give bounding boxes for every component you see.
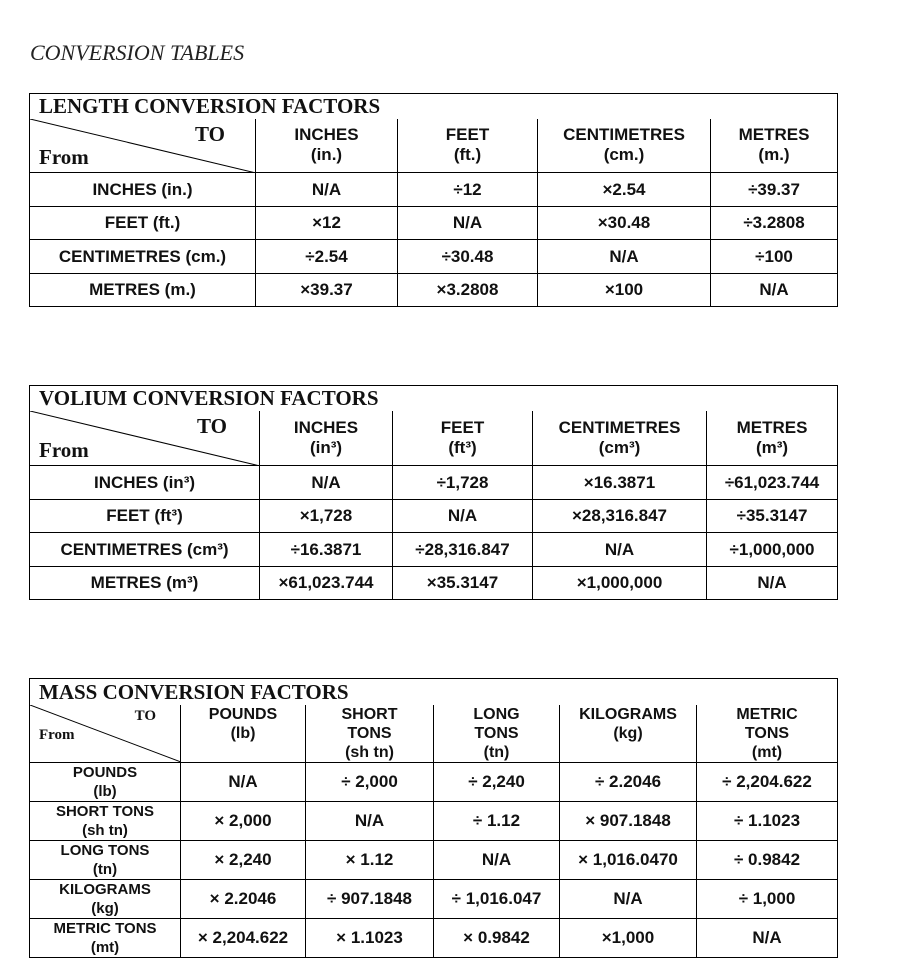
row-header: FEET (ft.) [30, 207, 256, 240]
table-cell: N/A [711, 274, 838, 307]
table-cell: × 907.1848 [560, 801, 697, 840]
table-cell: × 1,016.0470 [560, 840, 697, 879]
column-header: INCHES (in.) [256, 119, 398, 173]
table-cell: N/A [560, 879, 697, 918]
table-row [30, 240, 838, 274]
table-cell: N/A [697, 918, 838, 957]
table-cell: × 2,204.622 [181, 918, 306, 957]
column-header: METRES (m.) [711, 119, 838, 173]
table-row [30, 840, 838, 879]
table-cell: ÷2.54 [256, 240, 398, 274]
table-cell: N/A [398, 207, 538, 240]
table-cell: ÷ 1,000 [697, 879, 838, 918]
table-cell: ÷16.3871 [260, 533, 393, 567]
table-cell: ÷ 1,016.047 [434, 879, 560, 918]
row-header: METRIC TONS (mt) [30, 918, 181, 957]
table-cell: ×61,023.744 [260, 567, 393, 600]
table-cell: ×1,000,000 [533, 567, 707, 600]
table-row [30, 466, 838, 500]
table-cell: ÷61,023.744 [707, 466, 838, 500]
table-cell: ÷ 907.1848 [306, 879, 434, 918]
table-row [30, 274, 838, 307]
column-header: LONG TONS (tn) [434, 705, 560, 763]
length-conversion-table [29, 93, 838, 307]
table-row [30, 801, 838, 840]
table-row [30, 879, 838, 918]
table-cell: N/A [533, 533, 707, 567]
table-title: MASS CONVERSION FACTORS [30, 679, 838, 705]
table-cell: N/A [434, 840, 560, 879]
table-cell: × 1.1023 [306, 918, 434, 957]
table-cell: N/A [260, 466, 393, 500]
table-cell: ÷28,316.847 [393, 533, 533, 567]
table-cell: ×1,728 [260, 500, 393, 533]
column-header: METRES (m³) [707, 411, 838, 466]
table-cell: N/A [707, 567, 838, 600]
volume-conversion-table [29, 385, 838, 600]
table-cell: ÷ 2,240 [434, 762, 560, 801]
column-header: SHORT TONS (sh tn) [306, 705, 434, 763]
table-cell: × 2,000 [181, 801, 306, 840]
table-cell: × 0.9842 [434, 918, 560, 957]
table-title: VOLIUM CONVERSION FACTORS [30, 386, 838, 411]
row-header: FEET (ft³) [30, 500, 260, 533]
table-cell: ÷1,000,000 [707, 533, 838, 567]
table-cell: ÷12 [398, 173, 538, 207]
to-label: TO [197, 413, 227, 438]
column-header: FEET (ft.) [398, 119, 538, 173]
table-cell: N/A [256, 173, 398, 207]
mass-conversion-table [29, 678, 838, 958]
table-row [30, 173, 838, 207]
table-cell: ÷ 2.2046 [560, 762, 697, 801]
corner-cell [30, 411, 260, 466]
column-header: INCHES (in³) [260, 411, 393, 466]
from-label: From [39, 726, 75, 743]
table-cell: ÷ 2,204.622 [697, 762, 838, 801]
table-cell: ÷1,728 [393, 466, 533, 500]
table-cell: N/A [538, 240, 711, 274]
table-cell: ×39.37 [256, 274, 398, 307]
row-header: POUNDS (lb) [30, 762, 181, 801]
corner-cell [30, 119, 256, 173]
column-header: METRIC TONS (mt) [697, 705, 838, 763]
table-row [30, 567, 838, 600]
row-header: CENTIMETRES (cm.) [30, 240, 256, 274]
table-cell: N/A [181, 762, 306, 801]
page-title: CONVERSION TABLES [30, 40, 245, 65]
table-row [30, 207, 838, 240]
column-header: CENTIMETRES (cm.) [538, 119, 711, 173]
table-cell: ÷35.3147 [707, 500, 838, 533]
from-label: From [39, 145, 89, 169]
table-cell: ÷ 0.9842 [697, 840, 838, 879]
column-header: FEET (ft³) [393, 411, 533, 466]
row-header: SHORT TONS (sh tn) [30, 801, 181, 840]
table-cell: × 2.2046 [181, 879, 306, 918]
table-row [30, 500, 838, 533]
row-header: LONG TONS (tn) [30, 840, 181, 879]
row-header: INCHES (in³) [30, 466, 260, 500]
table-cell: ÷ 1.12 [434, 801, 560, 840]
table-cell: ÷3.2808 [711, 207, 838, 240]
table-cell: ×100 [538, 274, 711, 307]
table-row [30, 762, 838, 801]
column-header: KILOGRAMS (kg) [560, 705, 697, 763]
table-cell: ×3.2808 [398, 274, 538, 307]
table-cell: × 2,240 [181, 840, 306, 879]
table-cell: N/A [306, 801, 434, 840]
table-cell: ÷100 [711, 240, 838, 274]
row-header: METRES (m³) [30, 567, 260, 600]
table-cell: ÷30.48 [398, 240, 538, 274]
row-header: METRES (m.) [30, 274, 256, 307]
table-cell: ×2.54 [538, 173, 711, 207]
row-header: CENTIMETRES (cm³) [30, 533, 260, 567]
table-cell: ÷39.37 [711, 173, 838, 207]
column-header: POUNDS (lb) [181, 705, 306, 763]
table-cell: ×1,000 [560, 918, 697, 957]
to-label: TO [134, 707, 156, 724]
table-cell: ×12 [256, 207, 398, 240]
row-header: KILOGRAMS (kg) [30, 879, 181, 918]
table-cell: ×16.3871 [533, 466, 707, 500]
table-cell: ×30.48 [538, 207, 711, 240]
table-cell: ×35.3147 [393, 567, 533, 600]
column-header: CENTIMETRES (cm³) [533, 411, 707, 466]
table-cell: × 1.12 [306, 840, 434, 879]
table-title: LENGTH CONVERSION FACTORS [30, 94, 838, 119]
table-row [30, 533, 838, 567]
table-cell: ÷ 1.1023 [697, 801, 838, 840]
from-label: From [39, 438, 89, 462]
table-cell: N/A [393, 500, 533, 533]
corner-cell [30, 705, 181, 763]
to-label: TO [195, 121, 225, 146]
row-header: INCHES (in.) [30, 173, 256, 207]
table-cell: ×28,316.847 [533, 500, 707, 533]
table-cell: ÷ 2,000 [306, 762, 434, 801]
table-row [30, 918, 838, 957]
